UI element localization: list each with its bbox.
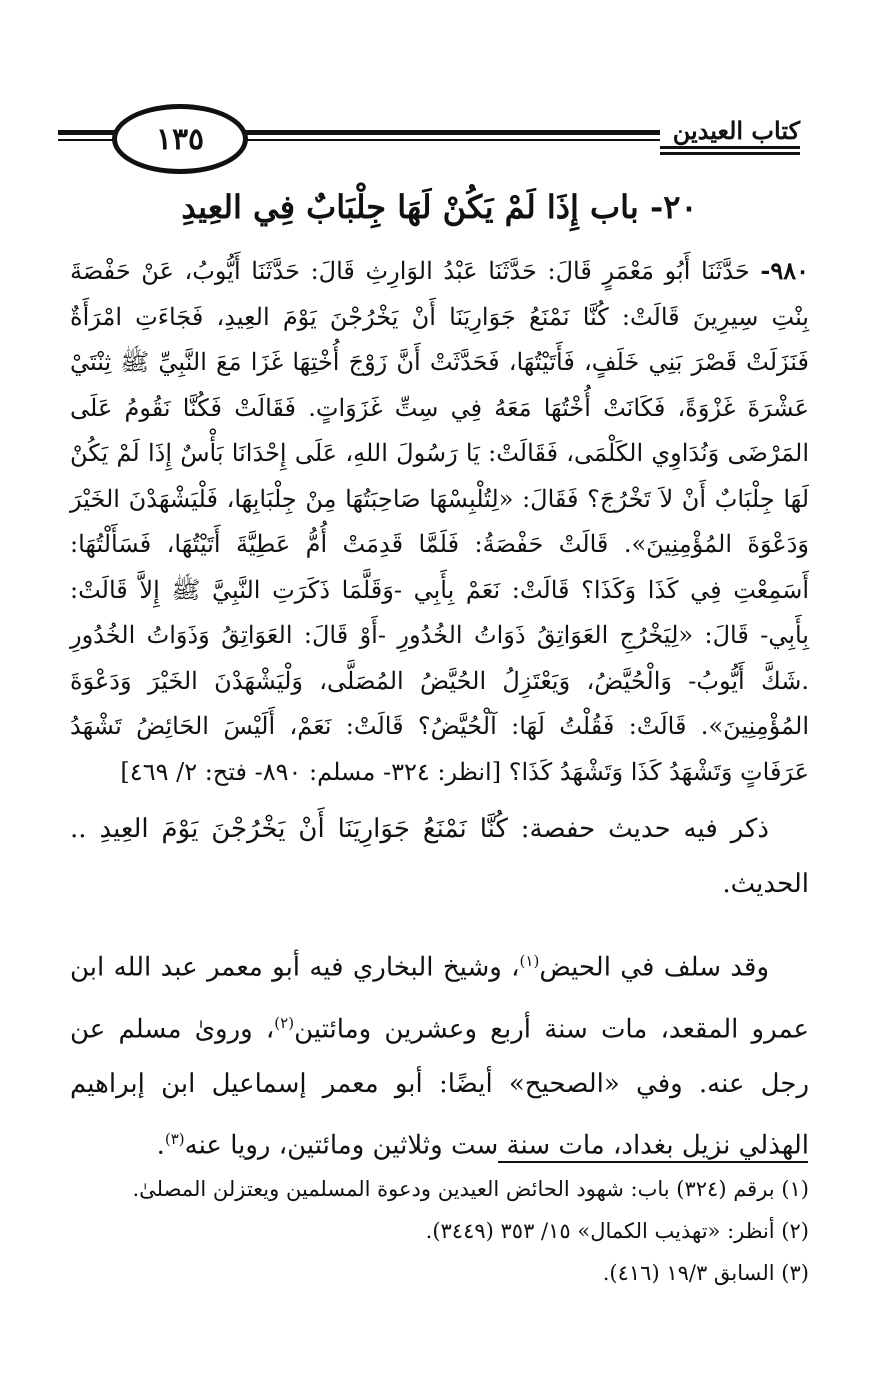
commentary-paragraph — [70, 934, 809, 1174]
footnote-1: (١) برقم (٣٢٤) باب: شهود الحائض العيدين ودعوة المسلمين ويعتزلن المصلىٰ. — [132, 1177, 809, 1201]
hadith-text-block — [70, 248, 809, 795]
commentary-text: . — [156, 1130, 165, 1161]
chapter-heading: ٢٠- باب إِذَا لَمْ يَكُنْ لَهَا جِلْبَابٌ فِي العِيدِ — [181, 188, 698, 226]
hadith-number: ٩٨٠- — [760, 256, 809, 285]
running-title: كتاب العيدين — [672, 116, 800, 145]
commentary-text: وقد سلف في الحيض — [539, 952, 769, 983]
hadith-reference: [انظر: ٣٢٤- مسلم: ٨٩٠- فتح: ٢/ ٤٦٩] — [120, 757, 502, 786]
footnotes — [70, 1168, 809, 1294]
footnote-divider — [498, 1161, 808, 1163]
commentary-paragraph: ذكر فيه حديث حفصة: كُنَّا نَمْنَعُ جَوَارِيَنَا أَنْ يَخْرُجْنَ يَوْمَ العِيدِ .. الحديث. — [70, 814, 809, 899]
header-rule-right — [660, 146, 800, 156]
footnote-3: (٣) السابق ١٩/٣ (٤١٦). — [602, 1261, 809, 1285]
page-header — [40, 92, 800, 182]
footnote-ref: (٣) — [164, 1130, 185, 1149]
footnote-ref: (١) — [519, 952, 540, 970]
commentary-text: ، وروىٰ مسلم عن رجل عنه. وفي «الصحيح» أيضًا: أبو معمر إسماعيل ابن إبراهيم الهذلي نزيل بغداد، مات سنة ست وثلاثين ومائتين، رويا عنه — [70, 1014, 809, 1161]
footnote-2: (٢) أنظر: «تهذيب الكمال» ١٥/ ٣٥٣ (٣٤٤٩). — [425, 1219, 809, 1243]
commentary-text: ، وشيخ البخاري فيه أبو معمر عبد الله ابن عمرو المقعد، مات سنة أربع وعشرين ومائتين — [70, 952, 809, 1045]
footnote-ref: (٢) — [274, 1013, 295, 1032]
hadith-text: حَدَّثَنَا أَبُو مَعْمَرٍ قَالَ: حَدَّثَنَا عَبْدُ الوَارِثِ قَالَ: حَدَّثَنَا أَيُّوبُ، عَنْ حَفْصَةَ بِنْتِ سِيرِينَ قَالَتْ: كُنَّا نَمْنَعُ جَوَارِيَنَا أَنْ يَخْرُجْنَ يَوْمَ العِيدِ، فَجَاءَتِ امْرَأَةٌ فَنَزَلَتْ قَصْرَ بَنِي خَلَفٍ، فَأَتَيْتُهَا، فَحَدَّثَتْ أَنَّ زَوْجَ أُخْتِهَا غَزَا مَعَ النَّبِيِّ ﷺ ثِنْتَيْ عَشْرَةَ غَزْوَةً، فَكَانَتْ أُخْتُهَا مَعَهُ فِي سِتِّ غَزَوَاتٍ. فَقَالَتْ فَكُنَّا نَقُومُ عَلَى المَرْضَى وَنُدَاوِي الكَلْمَى، فَقَالَتْ: يَا رَسُولَ اللهِ، عَلَى إِحْدَانَا بَأْسٌ إِذَا لَمْ يَكُنْ لَهَا جِلْبَابٌ أَنْ لاَ تَخْرُجَ؟ فَقَالَ: «لِتُلْبِسْهَا صَاحِبَتُهَا مِنْ جِلْبَابِهَا، فَلْيَشْهَدْنَ الخَيْرَ وَدَعْوَةَ المُؤْمِنِينَ». قَالَتْ حَفْصَةُ: فَلَمَّا قَدِمَتْ أُمُّ عَطِيَّةَ أَتَيْتُهَا، فَسَأَلْتُهَا: أَسَمِعْتِ فِي كَذَا وَكَذَا؟ قَالَتْ: نَعَمْ بِأَبِي -وَقَلَّمَا ذَكَرَتِ النَّبِيَّ ﷺ إِلاَّ قَالَتْ: بِأَبِي- قَالَ: «لِيَخْرُجِ العَوَاتِقُ ذَوَاتُ الخُدُورِ -أَوْ قَالَ: العَوَاتِقُ وَذَوَاتُ الخُدُورِ .شَكَّ أَيُّوبُ- وَالْحُيَّضُ، وَيَعْتَزِلُ الحُيَّضُ المُصَلَّى، وَلْيَشْهَدْنَ الخَيْرَ وَدَعْوَةَ المُؤْمِنِينَ». قَالَتْ: فَقُلْتُ لَهَا: آلْحُيَّضُ؟ قَالَتْ: نَعَمْ، أَلَيْسَ الحَائِضُ تَشْهَدُ عَرَفَاتٍ وَتَشْهَدُ كَذَا وَتَشْهَدُ كَذَا؟ — [70, 257, 810, 786]
header-rule — [190, 130, 660, 144]
page-number: ١٣٥ — [112, 104, 248, 174]
commentary — [70, 802, 809, 1196]
